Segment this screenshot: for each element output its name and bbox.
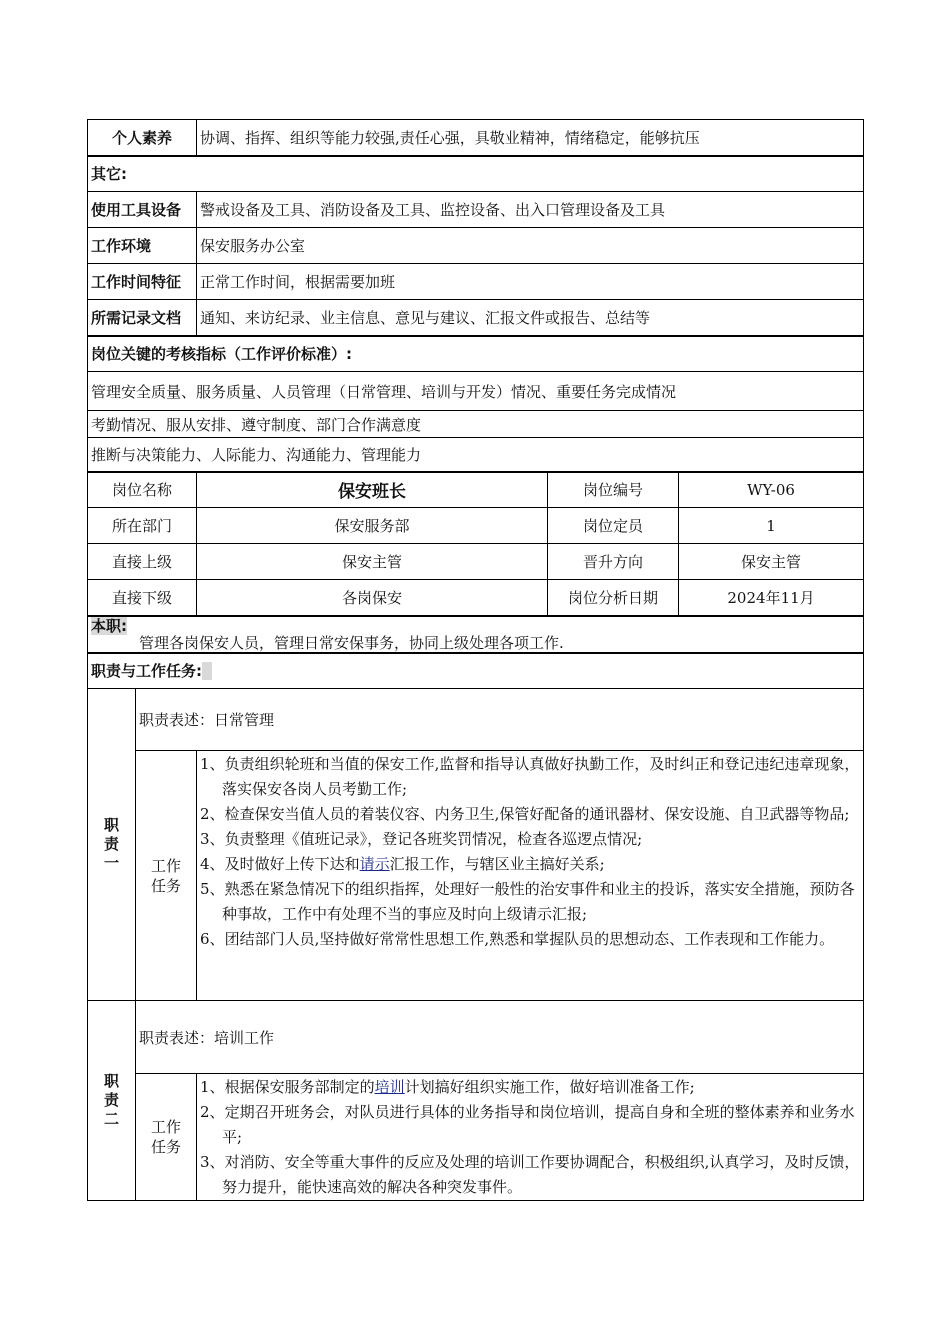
- subordinate-value: 各岗保安: [197, 580, 548, 616]
- list-item: 3、负责整理《值班记录》，登记各班奖罚情况，检查各巡逻点情况;: [200, 830, 643, 848]
- duty1-task-label: 工作任务: [150, 856, 181, 895]
- list-item: 5、熟悉在紧急情况下的组织指挥，处理好一般性的治安事件和业主的投诉，落实安全措施，预防各种事故，工作中有处理不当的事应及时向上级请示汇报;: [200, 880, 855, 923]
- analysis-date-value: 2024年11月: [679, 580, 864, 616]
- kpi-heading: 岗位关键的考核指标（工作评价标准）:: [88, 336, 864, 372]
- list-item: 2、定期召开班务会，对队员进行具体的业务指导和岗位培训，提高自身和全班的整体素养和业务水平;: [200, 1103, 855, 1146]
- subordinate-label: 直接下级: [88, 580, 197, 616]
- department-label: 所在部门: [88, 508, 197, 544]
- tools-row: [88, 192, 864, 228]
- position-name-label: 岗位名称: [88, 472, 197, 508]
- headcount-label: 岗位定员: [548, 508, 679, 544]
- work-time-label: 工作时间特征: [88, 264, 197, 300]
- duty1-task-list: [200, 752, 860, 952]
- duty1-desc-row: [88, 689, 864, 751]
- duty2-desc: 职责表述：培训工作: [136, 1001, 864, 1074]
- kpi-item-3: 推断与决策能力、人际能力、沟通能力、管理能力: [88, 438, 864, 472]
- work-time-value: 正常工作时间，根据需要加班: [197, 264, 864, 300]
- promotion-value: 保安主管: [679, 544, 864, 580]
- duty-cell: [88, 616, 864, 653]
- records-value: 通知、来访纪录、业主信息、意见与建议、汇报文件或报告、总结等: [197, 300, 864, 336]
- peixun-link[interactable]: 培训: [374, 1078, 405, 1096]
- job-description-page: [87, 119, 863, 1201]
- department-value: 保安服务部: [197, 508, 548, 544]
- duty2-task-row: [88, 1074, 864, 1201]
- list-item: 4、及时做好上传下达和请示汇报工作，与辖区业主搞好关系;: [200, 855, 605, 873]
- other-heading-row: [88, 156, 864, 192]
- duty-row: [88, 616, 864, 653]
- kpi-item-2: 考勤情况、服从安排、遵守制度、部门合作满意度: [88, 411, 864, 438]
- tools-label: 使用工具设备: [88, 192, 197, 228]
- kpi-row: [88, 411, 864, 438]
- duty1-task-list-cell: [197, 751, 864, 1001]
- duty1-label-cell: [88, 689, 136, 1001]
- kpi-row: [88, 438, 864, 472]
- info-row-3: [88, 544, 864, 580]
- list-item: 2、检查保安当值人员的着装仪容、内务卫生,保管好配备的通讯器材、保安设施、自卫武器等物品;: [200, 805, 850, 823]
- duty2-task-list-cell: [197, 1074, 864, 1201]
- tools-value: 警戒设备及工具、消防设备及工具、监控设备、出入口管理设备及工具: [197, 192, 864, 228]
- position-code-label: 岗位编号: [548, 472, 679, 508]
- list-item: 1、负责组织轮班和当值的保安工作,监督和指导认真做好执勤工作，及时纠正和登记违纪违章现象，落实保安各岗人员考勤工作;: [200, 755, 860, 798]
- personal-quality-value: 协调、指挥、组织等能力较强,责任心强，具敬业精神，情绪稳定，能够抗压: [197, 120, 864, 156]
- duty2-task-list: [200, 1075, 860, 1200]
- duty1-task-label-cell: [136, 751, 197, 1001]
- work-time-row: [88, 264, 864, 300]
- info-row-2: [88, 508, 864, 544]
- superior-value: 保安主管: [197, 544, 548, 580]
- kpi-heading-row: [88, 336, 864, 372]
- list-item: 6、团结部门人员,坚持做好常常性思想工作,熟悉和掌握队员的思想动态、工作表现和工作能力。: [200, 930, 835, 948]
- records-label: 所需记录文档: [88, 300, 197, 336]
- list-item: 3、对消防、安全等重大事件的反应及处理的培训工作要协调配合，积极组织,认真学习，及时反馈，努力提升，能快速高效的解决各种突发事件。: [200, 1153, 860, 1196]
- analysis-date-label: 岗位分析日期: [548, 580, 679, 616]
- records-row: [88, 300, 864, 336]
- duty2-task-label-cell: [136, 1074, 197, 1201]
- duty2-task-label: 工作任务: [150, 1118, 181, 1156]
- duty2-desc-row: [88, 1001, 864, 1074]
- duty1-task-row: [88, 751, 864, 1001]
- kpi-row: [88, 372, 864, 411]
- job-description-table: [87, 119, 864, 1201]
- personal-quality-label: 个人素养: [88, 120, 197, 156]
- superior-label: 直接上级: [88, 544, 197, 580]
- environment-row: [88, 228, 864, 264]
- kpi-item-1: 管理安全质量、服务质量、人员管理（日常管理、培训与开发）情况、重要任务完成情况: [88, 372, 864, 411]
- promotion-label: 晋升方向: [548, 544, 679, 580]
- tasks-heading-row: [88, 653, 864, 689]
- qingshi-link[interactable]: 请示: [359, 855, 390, 873]
- info-row-1: [88, 472, 864, 508]
- other-heading: 其它:: [88, 156, 864, 192]
- duty1-label: 职责一: [103, 816, 119, 872]
- headcount-value: 1: [679, 508, 864, 544]
- environment-value: 保安服务办公室: [197, 228, 864, 264]
- duty-text: 管理各岗保安人员，管理日常安保事务，协同上级处理各项工作.: [139, 633, 564, 652]
- tasks-heading-cell: [88, 653, 864, 689]
- position-name-value: 保安班长: [197, 472, 548, 508]
- environment-label: 工作环境: [88, 228, 197, 264]
- duty-label: 本职:: [91, 616, 127, 635]
- tasks-heading: 职责与工作任务:: [91, 662, 202, 681]
- position-code-value: WY-06: [679, 472, 864, 508]
- duty2-label-cell: [88, 1001, 136, 1201]
- info-row-4: [88, 580, 864, 616]
- list-item: 1、根据保安服务部制定的培训计划搞好组织实施工作，做好培训准备工作;: [200, 1078, 695, 1096]
- duty1-desc: 职责表述：日常管理: [136, 689, 864, 751]
- duty2-label: 职责二: [103, 1072, 119, 1128]
- personal-quality-row: [88, 120, 864, 156]
